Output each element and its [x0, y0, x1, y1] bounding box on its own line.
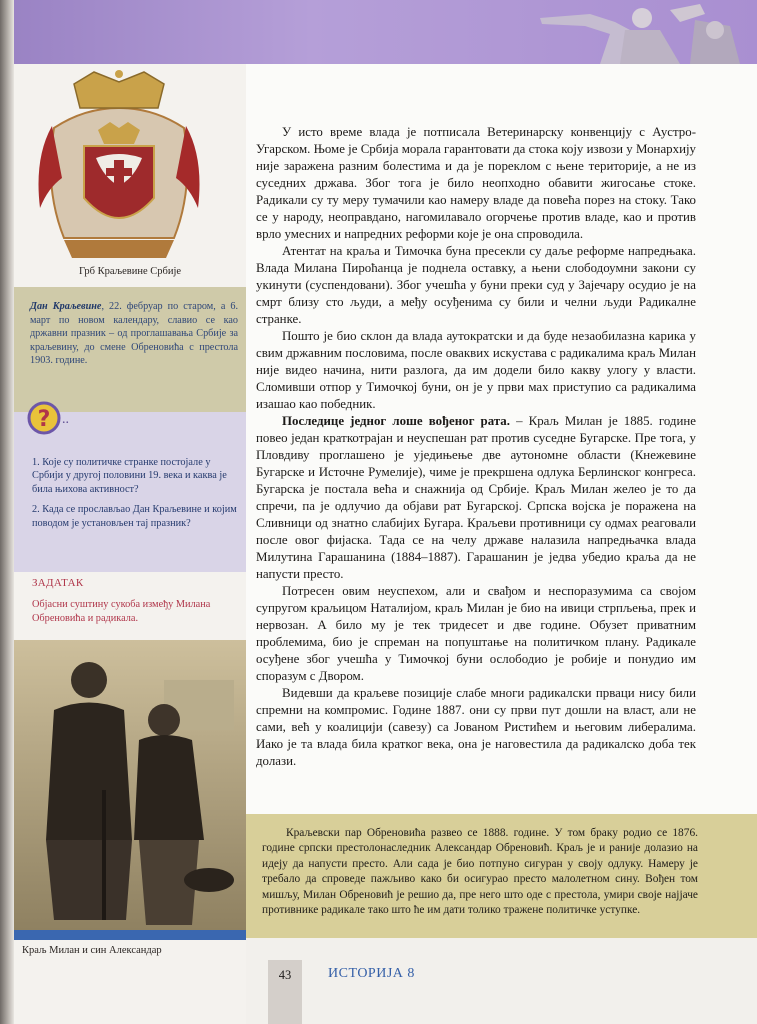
paragraph: Потресен овим неуспехом, али и свађом и неспоразумима са својом супругом краљицом Наталијом, краљ Милан је био на ивици стрпљења, прек и нервозан. А било му је тек тридесет и две године. Обузет приватним проблемима, био је спреман на попуштање на политичком плану. Радикале осуђене због учешћа у Тимочкој буни ослободио је робије и понудио им споразум с Двором. [256, 584, 696, 683]
holiday-title: Дан Краљевине [30, 301, 102, 312]
photo-caption: Краљ Милан и син Александар [22, 945, 162, 956]
question-item: 2. Када се прослављао Дан Краљевине и којим поводом је установљен тај празник? [32, 504, 237, 529]
footer-strip [246, 938, 757, 1024]
page-number: 43 [278, 968, 292, 982]
question-mark-icon [24, 398, 64, 438]
info-box-text [262, 826, 698, 918]
paragraph: Пошто је био склон да влада аутократски и да буде незаобилазна карика у свим државним пословима, после оваквих искустава с радикалима краљ Милан није видео начина, нити разлога, да им додели било какву улогу у власти. Сломивши отпор у Тимочкој буни, он је у први мах приступио са радикалима изашао као победник. [256, 329, 696, 411]
svg-text:?: ? [37, 407, 51, 432]
questions-list [32, 456, 240, 537]
question-dots: .. [62, 412, 69, 427]
coat-of-arms-image [34, 68, 204, 264]
paragraph: У исто време влада је потписала Ветеринарску конвенцију с Аустро-Угарском. Њоме је Србија морала гарантовати да стока коју извози у Монархију није заражена разним болестима и да је пореклом с њене територије, а не из суседних држава. Због тога је било неопходно обавити жигосање стоке. Радикали су ту меру тумачили као намеру владе да повећа порез на стоку. Тако се у народу, неоправдано, нагомилавало огорчење против владе, као и против врло умесних и напредних реформи које је она спроводила. [256, 125, 696, 241]
paragraph-war [256, 413, 696, 583]
book-title: ИСТОРИЈА 8 [328, 966, 415, 981]
coat-of-arms-caption: Грб Краљевине Србије [78, 266, 182, 277]
task-text: Објасни суштину сукоба између Милана Обреновића и радикала. [32, 599, 211, 624]
task-title: ЗАДАТАК [32, 577, 84, 589]
holiday-body: , 22. фебруар по старом, а 6. март по новом календару, славио се као државни празник – од проглашавања Србије за краљевину, до смене Обреновића с престола 1903. године. [30, 301, 238, 367]
book-spine [0, 0, 14, 1024]
holiday-text [30, 300, 238, 368]
paragraph: Атентат на краља и Тимочка буна пресекли су даље реформе напредњака. Влада Милана Пироћанца је поднела оставку, а њени слободоумни закони су укинути (суспендовани). Због учешћа у буни преки суд у Зајечару осудио је на смрт близу сто људи, а међу осуђенима су били и челни људи Радикалне странке. [256, 244, 696, 326]
section-text: – Краљ Милан је 1885. године повео један краткотрајан и неуспешан рат против суседне Бугарске. Пре тога, у Пловдиву проглашено је уједињење две аутономне области (Кнежевине Бугарске и Источне Румелије), чиме је прекршена одлука Берлинског конгреса. Бугарска је постала већа и снажнија од Србије. Краљ Милан желео је то да спречи, па је одлучио да објави рат Бугарској. Српска војска је поражена на Сливници од знатно слабијих Бугара. Краљеви противници су одмах реаговали после овог фијаска. Тада се на челу државе налазила напредњачка влада Милутина Гарашанина (1884–1887). Гарашанин је једва убедио краља да не напусти престо. [256, 414, 696, 581]
section-heading: Последице једног лоше вођеног рата. [282, 414, 510, 428]
main-text [256, 124, 696, 770]
paragraph: Видевши да краљеве позиције слабе многи радикалски прваци нису били спремни на компромис. Године 1887. они су први пут дошли на власт, али не сами, већ у коалицији (савезу) са Јованом Ристићем и његовим либералима. Иако је та влада била кратког века, она је наговестила да радикалско доба тек долази. [256, 686, 696, 768]
info-paragraph: Краљевски пар Обреновића развео се 1888. године. У том браку родио се 1876. године српски престолонаследник Александар Обреновић. Краљ је и раније долазио на идеју да напусти престо. Али сада је био потпуно сигуран у своју одлуку. Намеру је требало да спроведе пажљиво како би осигурао престо малолетном сину. Вођен том мишљу, Милан Обреновић је решио да, пре него што оде с престола, умири своје најјаче противнике радикале тако што ће им дати толико тражене политичке уступке. [262, 827, 698, 917]
photo-caption-bar [14, 930, 246, 940]
monument-illustration [530, 0, 757, 64]
historical-photo-king-and-son [14, 640, 246, 930]
question-item: 1. Које су политичке странке постојале у Србији у другој половини 19. века и каква је била њихова активност? [32, 457, 227, 495]
